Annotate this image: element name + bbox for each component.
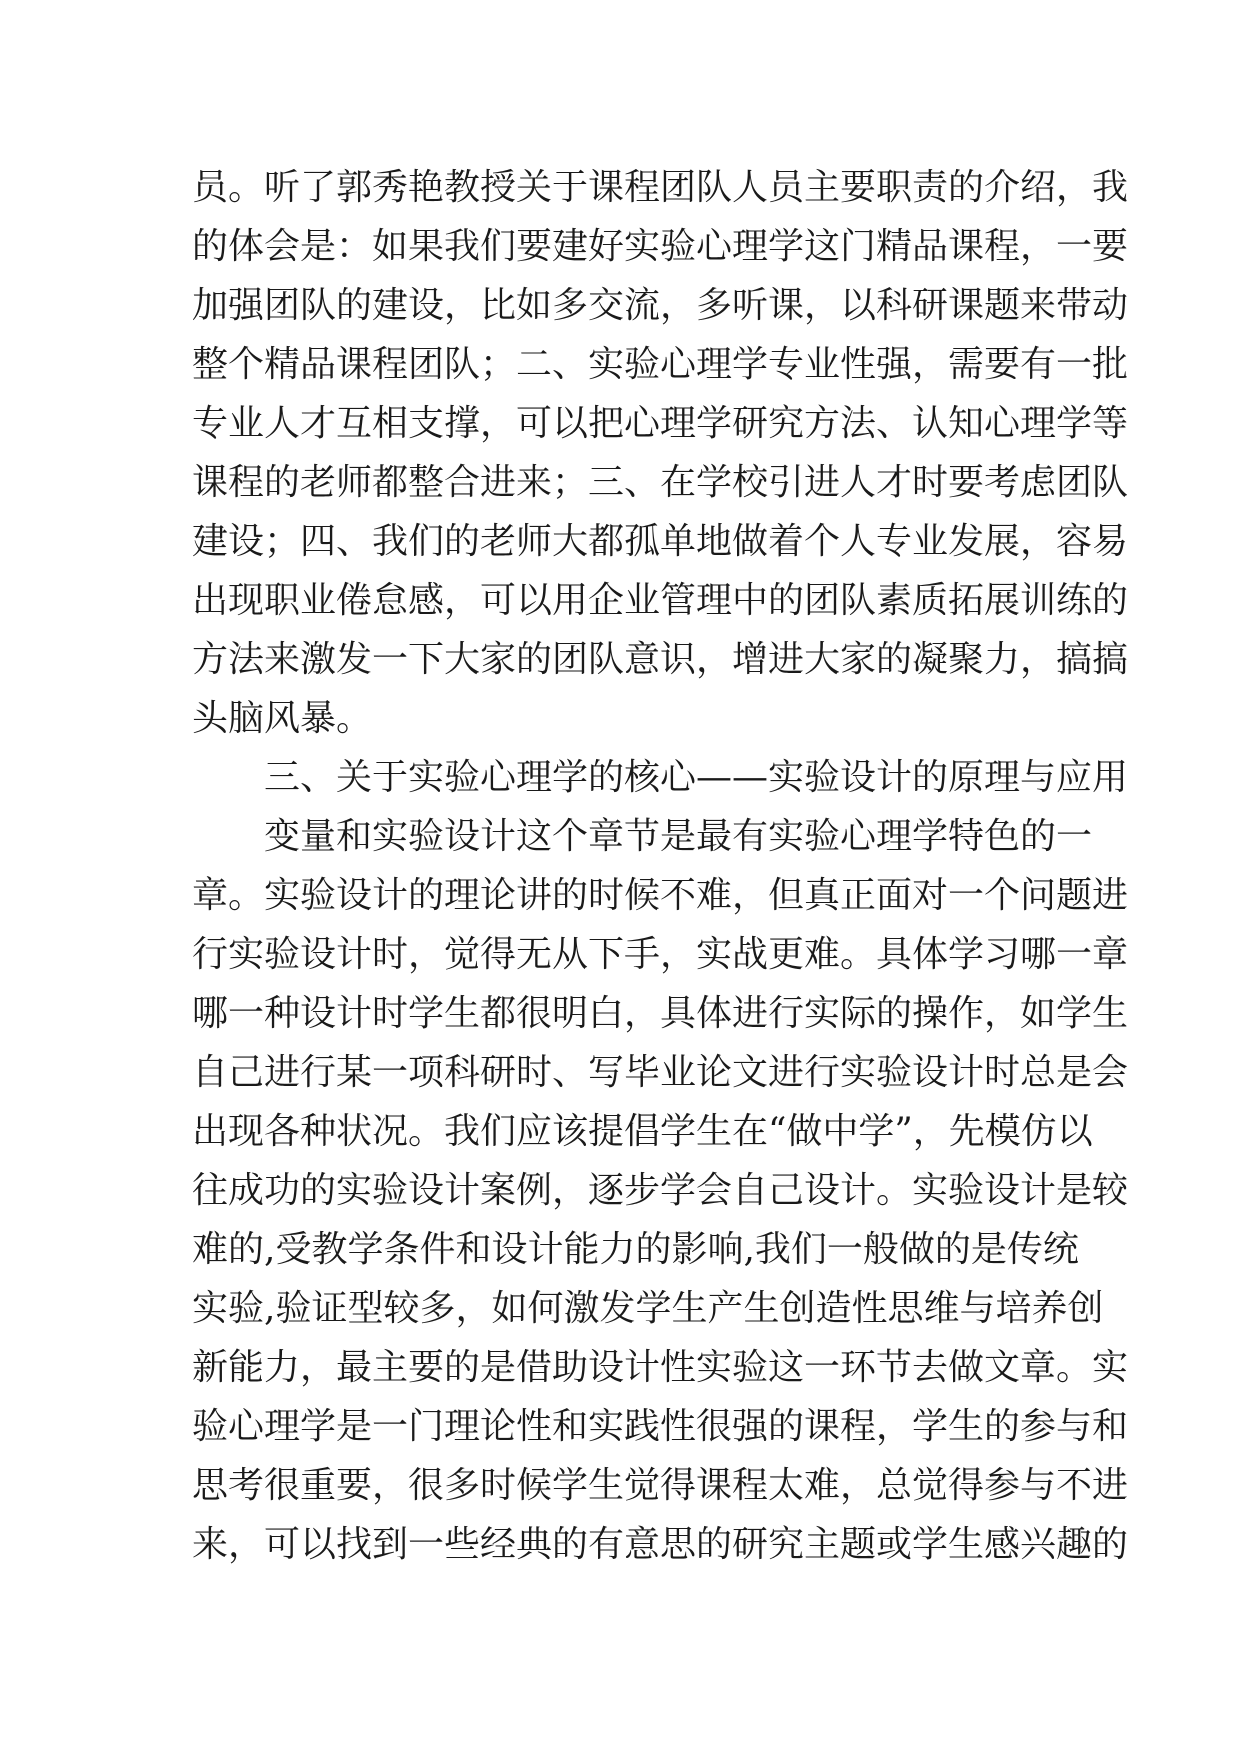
paragraph-line: 难的,受教学条件和设计能力的影响,我们一般做的是传统 (192, 1229, 1079, 1270)
paragraph-line: 头脑风暴。 (192, 698, 373, 739)
paragraph-line: 来，可以找到一些经典的有意思的研究主题或学生感兴趣的 (192, 1524, 1129, 1565)
paragraph-line: 加强团队的建设，比如多交流，多听课，以科研课题来带动 (192, 285, 1129, 326)
body-text (192, 158, 1129, 1574)
paragraph-line: 新能力，最主要的是借助设计性实验这一环节去做文章。实 (192, 1347, 1129, 1388)
paragraph-line: 思考很重要，很多时候学生觉得课程太难，总觉得参与不进 (192, 1465, 1129, 1506)
paragraph-line: 往成功的实验设计案例，逐步学会自己设计。实验设计是较 (192, 1170, 1129, 1211)
paragraph-line: 出现各种状况。我们应该提倡学生在“做中学”，先模仿以 (192, 1111, 1093, 1152)
paragraph-line: 员。听了郭秀艳教授关于课程团队人员主要职责的介绍，我 (192, 167, 1129, 208)
paragraph-line: 的体会是：如果我们要建好实验心理学这门精品课程，一要 (192, 226, 1129, 267)
paragraph-line-indented: 三、关于实验心理学的核心——实验设计的原理与应用 (264, 757, 1129, 798)
paragraph-line: 课程的老师都整合进来；三、在学校引进人才时要考虑团队 (192, 462, 1129, 503)
paragraph-line: 行实验设计时，觉得无从下手，实战更难。具体学习哪一章 (192, 934, 1129, 975)
paragraph-line: 专业人才互相支撑，可以把心理学研究方法、认知心理学等 (192, 403, 1129, 444)
paragraph-line: 方法来激发一下大家的团队意识，增进大家的凝聚力，搞搞 (192, 639, 1129, 680)
paragraph-line: 实验,验证型较多，如何激发学生产生创造性思维与培养创 (192, 1288, 1104, 1329)
paragraph-line: 自己进行某一项科研时、写毕业论文进行实验设计时总是会 (192, 1052, 1129, 1093)
paragraph-line: 章。实验设计的理论讲的时候不难，但真正面对一个问题进 (192, 875, 1129, 916)
paragraph-line: 验心理学是一门理论性和实践性很强的课程，学生的参与和 (192, 1406, 1129, 1447)
paragraph-line: 出现职业倦怠感，可以用企业管理中的团队素质拓展训练的 (192, 580, 1129, 621)
paragraph-line-indented: 变量和实验设计这个章节是最有实验心理学特色的一 (264, 816, 1093, 857)
paragraph-line: 建设；四、我们的老师大都孤单地做着个人专业发展，容易 (192, 521, 1129, 562)
paragraph-line: 整个精品课程团队；二、实验心理学专业性强，需要有一批 (192, 344, 1129, 385)
paragraph-line: 哪一种设计时学生都很明白，具体进行实际的操作，如学生 (192, 993, 1129, 1034)
